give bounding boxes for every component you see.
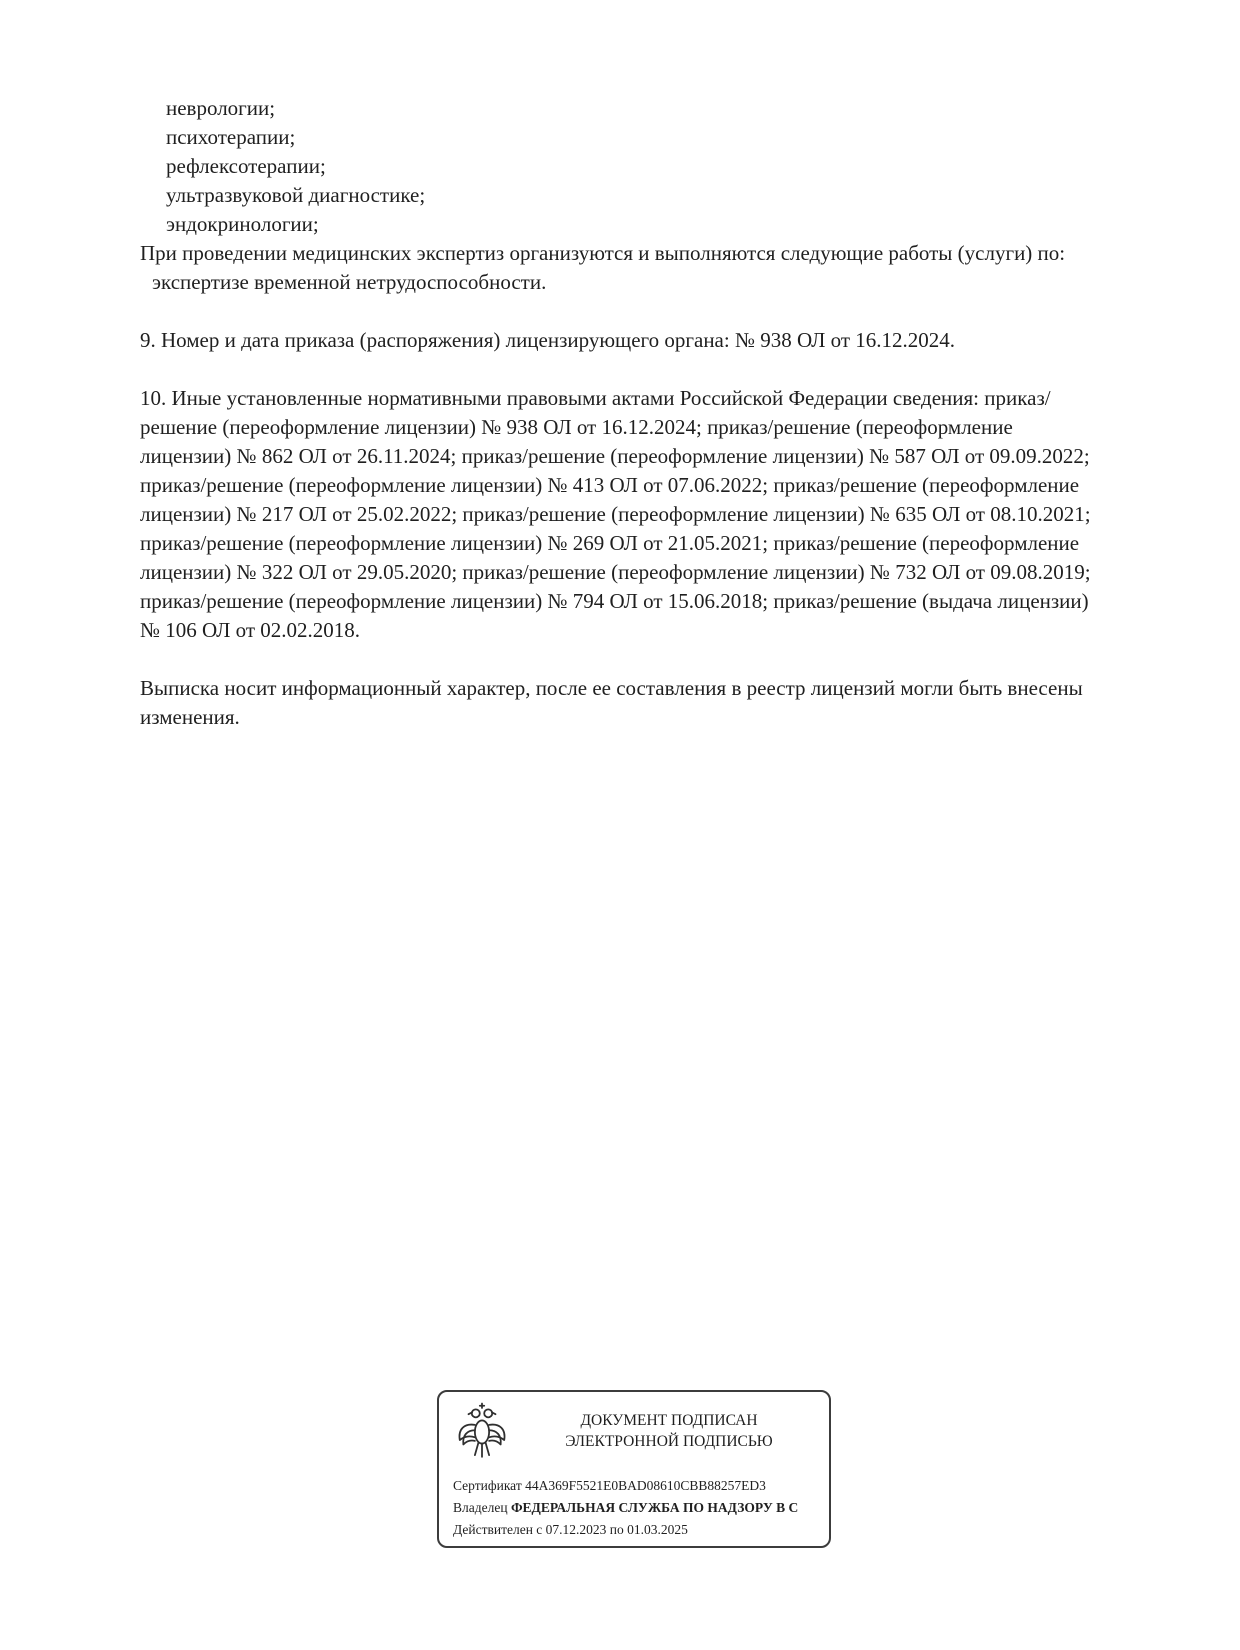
owner-label: Владелец [453,1500,508,1515]
double-headed-eagle-icon [453,1400,511,1469]
certificate-value: 44A369F5521E0BAD08610CBB88257ED3 [525,1478,766,1493]
specialty-list [140,94,1100,239]
validity-line: Действителен с 07.12.2023 по 01.03.2025 [453,1522,688,1537]
expertise-item: экспертизе временной нетрудоспособности. [152,270,547,294]
item-10-paragraph: 10. Иные установленные нормативными правовыми актами Российской Федерации сведения: приказ/решение (переоформление лицензии) № 938 ОЛ от 16.12.2024; приказ/решение (переоформление лицензии) № 862 ОЛ от 26.11.2024; приказ/решение (переоформление лицензии) № 587 ОЛ от 09.09.2022; приказ/решение (переоформление лицензии) № 413 ОЛ от 07.06.2022; приказ/решение (переоформление лицензии) № 217 ОЛ от 25.02.2022; приказ/решение (переоформление лицензии) № 635 ОЛ от 08.10.2021; приказ/решение (переоформление лицензии) № 269 ОЛ от 21.05.2021; приказ/решение (переоформление лицензии) № 322 ОЛ от 29.05.2020; приказ/решение (переоформление лицензии) № 732 ОЛ от 09.08.2019; приказ/решение (переоформление лицензии) № 794 ОЛ от 15.06.2018; приказ/решение (выдача лицензии) № 106 ОЛ от 02.02.2018. [140,386,1091,642]
specialty-item: рефлексотерапии; [166,154,326,178]
owner-line [453,1497,829,1519]
certificate-label: Сертификат [453,1478,522,1493]
stamp-title-line2: ЭЛЕКТРОННОЙ ПОДПИСЬЮ [565,1433,773,1450]
stamp-title-line1: ДОКУМЕНТ ПОДПИСАН [580,1412,758,1429]
owner-value: ФЕДЕРАЛЬНАЯ СЛУЖБА ПО НАДЗОРУ В С [510,1500,799,1515]
specialty-item: неврологии; [166,96,276,120]
disclaimer-paragraph: Выписка носит информационный характер, после ее составления в реестр лицензий могли быть внесены изменения. [140,676,1083,729]
specialty-item: ультразвуковой диагностике; [166,183,426,207]
stamp-details [439,1469,829,1541]
document-body [140,94,1100,732]
signature-stamp [437,1390,831,1548]
expertise-intro-paragraph: При проведении медицинских экспертиз организуются и выполняются следующие работы (услуги) по: [140,241,1066,265]
item-9-paragraph: 9. Номер и дата приказа (распоряжения) лицензирующего органа: № 938 ОЛ от 16.12.2024. [140,328,956,352]
stamp-title [527,1400,811,1452]
stamp-header [439,1392,829,1469]
specialty-item: эндокринологии; [166,212,319,236]
certificate-line [453,1475,829,1497]
specialty-item: психотерапии; [166,125,296,149]
